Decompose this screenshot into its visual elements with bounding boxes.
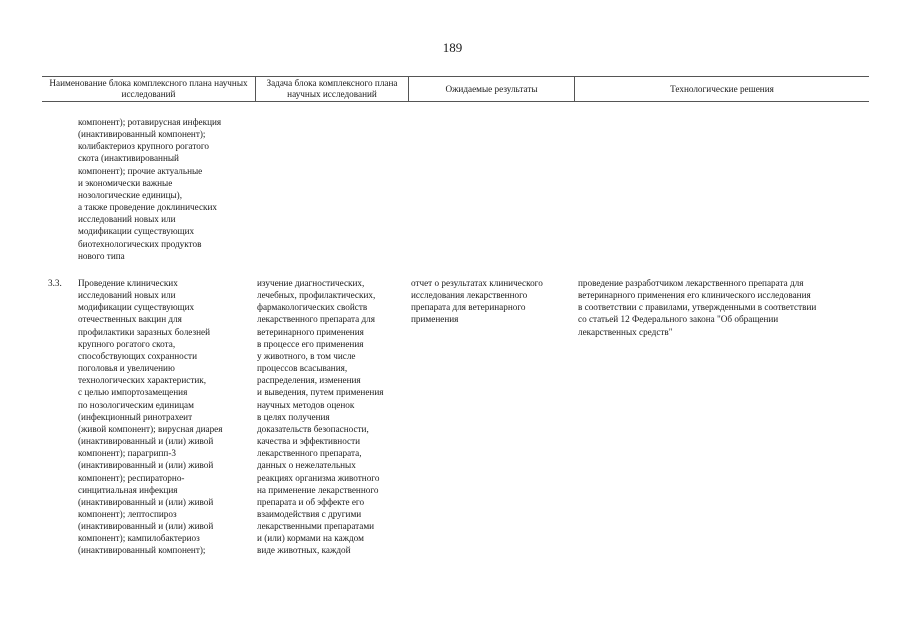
row-task-cell: изучение диагностических, лечебных, профилактических, фармакологических свойств лекарственного препарата для ветеринарного применения в процессе его применения у животного, в том числе процессов всасывания, распределения, изменения и выведения, путем применения научных методов оценок в целях получения доказательств безопасности, качества и эффективности лекарственного препарата, данных о нежелательных реакциях организма животного на применение лекарственного препарата и об эффекте его взаимодействия с другими лекарственными препаратами и (или) кормами на каждом виде животных, каждой (257, 278, 384, 556)
page-number: 189 (442, 40, 463, 55)
row-results-cell: отчет о результатах клинического исследования лекарственного препарата для ветеринарного применения (411, 278, 543, 325)
table-header-bottom-rule (42, 101, 869, 102)
row-tech-cell: проведение разработчиком лекарственного препарата для ветеринарного применения его клинического исследования в соответствии с правилами, утвержденными в соответствии со статьей 12 Федерального закона "Об обращении лекарственных средств" (578, 278, 817, 337)
header-tech-column: Технологические решения (670, 83, 774, 94)
row-number: 3.3. (48, 278, 62, 288)
header-name-column: Наименование блока комплексного плана научных исследований (49, 78, 248, 99)
header-results-column: Ожидаемые результаты (445, 83, 538, 94)
row-name-cell: Проведение клинических исследований новых или модификации существующих отечественных вакцин для профилактики заразных болезней крупного рогатого скота, способствующих сохранности поголовья и увеличению технологических характеристик, с целью импортозамещения по нозологическим единицам (инфекционный ринотрахеит (живой компонент); вирусная диарея (инактивированный и (или) живой компонент); парагрипп-3 (инактивированный и (или) живой компонент); респираторно- синцитиальная инфекция (инактивированный и (или) живой компонент); лептоспироз (инактивированный и (или) живой компонент); кампилобактериоз (инактивированный компонент); (78, 278, 223, 556)
header-task-column: Задача блока комплексного плана научных исследований (266, 78, 398, 99)
continuation-name-cell: компонент); ротавирусная инфекция (инактивированный компонент); колибактериоз крупного рогатого скота (инактивированный компонент); прочие актуальные и экономически важные нозологические единицы), а также проведение доклинических исследований новых или модификации существующих биотехнологических продуктов нового типа (78, 117, 222, 261)
